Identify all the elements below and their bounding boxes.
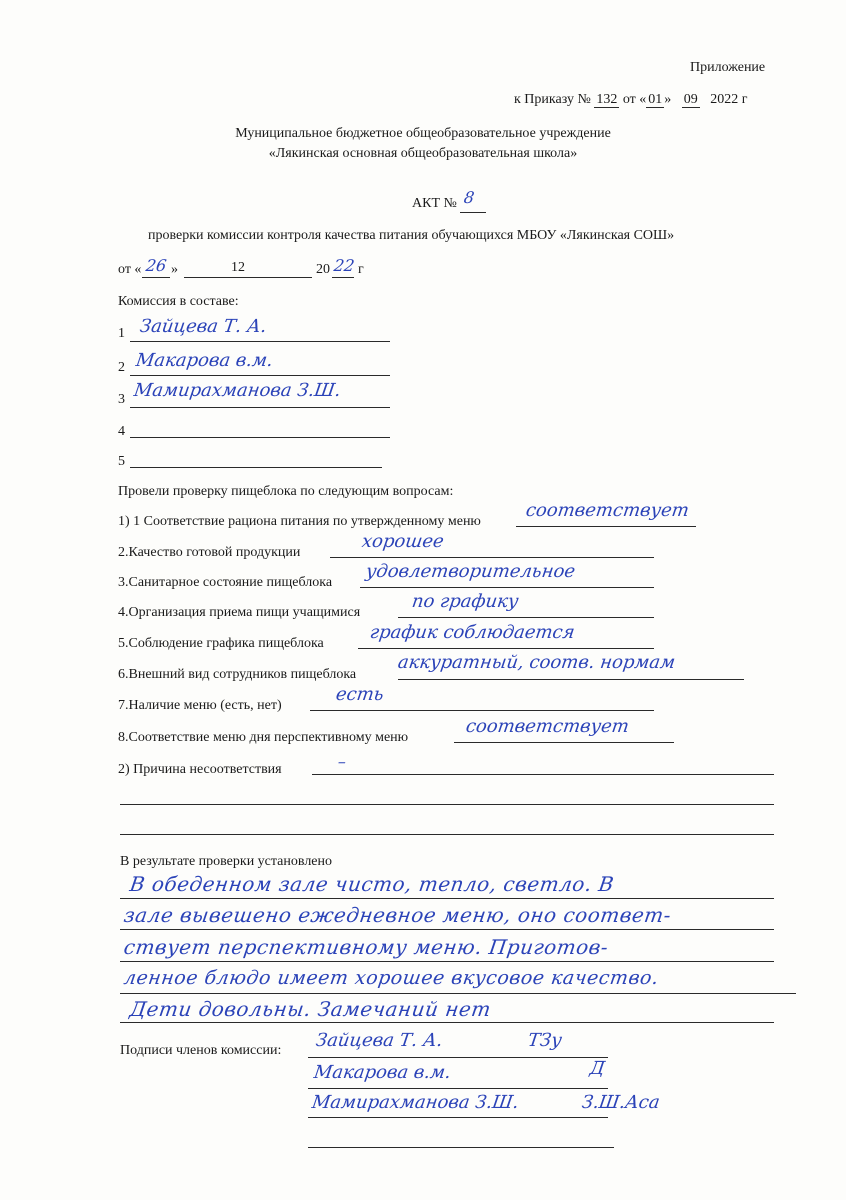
inspection-item-label: 5.Соблюдение графика пищеблока [118, 636, 324, 651]
signature-mark: ТЗу [526, 1030, 564, 1051]
member-number: 4 [118, 424, 125, 439]
inspection-intro: Провели проверку пищеблока по следующим вопросам: [118, 484, 454, 499]
inspection-answer-line [516, 526, 696, 527]
institution-line-2: «Лякинская основная общеобразовательная школа» [268, 146, 578, 161]
inspection-answer: по графику [410, 591, 520, 612]
date-month-line [184, 277, 312, 278]
result-line [120, 929, 774, 930]
signature-mark: З.Ш.Аса [580, 1092, 662, 1113]
inspection-item-label: 7.Наличие меню (есть, нет) [118, 698, 282, 713]
member-number: 1 [118, 326, 125, 341]
inspection-answer-line [360, 587, 654, 588]
result-line [120, 898, 774, 899]
member-number: 2 [118, 360, 125, 375]
signatures-label: Подписи членов комиссии: [120, 1043, 282, 1058]
date-year-prefix: 20 [316, 262, 330, 277]
date-day-close: » [171, 262, 178, 277]
order-prefix: к Приказу № [514, 92, 591, 107]
act-title-prefix: АКТ № [412, 196, 457, 211]
result-text-line: В обеденном зале чисто, тепло, светло. В [128, 872, 616, 896]
signature-mark: Д [588, 1058, 607, 1079]
date-from: от « [118, 262, 142, 277]
order-day: 01 [648, 92, 663, 107]
result-line [120, 993, 796, 994]
inspection-answer: соответствует [524, 500, 691, 521]
order-from: от « [622, 92, 647, 107]
inspection-answer: график соблюдается [368, 622, 577, 643]
signature-line [308, 1088, 608, 1089]
result-text-line: зале вывешено ежедневное меню, оно соответ- [122, 903, 673, 927]
result-text-line: ствует перспективному меню. Приготов- [122, 935, 610, 959]
reason-line [120, 804, 774, 805]
signature-line [308, 1117, 608, 1118]
member-line [130, 375, 390, 376]
date-g: г [358, 262, 364, 277]
reason-label: 2) Причина несоответствия [118, 762, 282, 777]
member-line [130, 341, 390, 342]
order-month: 09 [683, 92, 698, 107]
inspection-item-label: 2.Качество готовой продукции [118, 545, 301, 560]
date-day: 26 [144, 256, 168, 275]
inspection-answer: соответствует [464, 716, 631, 737]
member-number: 5 [118, 454, 125, 469]
date-year-suffix: 22 [332, 256, 356, 275]
inspection-answer-line [358, 648, 654, 649]
commission-label: Комиссия в составе: [118, 294, 239, 309]
signature-name: Макарова в.м. [312, 1062, 453, 1083]
inspection-answer: есть [334, 684, 386, 705]
date-year-line [332, 277, 354, 278]
inspection-answer-line [454, 742, 674, 743]
institution-line-1: Муниципальное бюджетное общеобразовательное учреждение [235, 126, 611, 141]
signature-name: Мамирахманова З.Ш. [310, 1092, 521, 1113]
member-line [130, 407, 390, 408]
inspection-answer-line [330, 557, 654, 558]
order-number: 132 [596, 92, 618, 107]
inspection-item-label: 8.Соответствие меню дня перспективному меню [118, 730, 409, 745]
result-text-line: Дети довольны. Замечаний нет [128, 997, 493, 1021]
order-day-close: » [664, 92, 672, 107]
act-title [412, 188, 486, 213]
member-number: 3 [118, 392, 125, 407]
order-year: 2022 г [710, 92, 748, 107]
appendix-label: Приложение [690, 60, 766, 75]
reason-value: – [336, 752, 348, 771]
act-number-field [460, 188, 486, 213]
order-reference [514, 92, 748, 108]
result-label: В результате проверки установлено [120, 854, 333, 869]
date-month: 12 [231, 260, 245, 275]
result-text-line: ленное блюдо имеет хорошее вкусовое качество. [122, 967, 661, 989]
reason-line [120, 834, 774, 835]
member-line [130, 467, 382, 468]
member-name: Зайцева Т. А. [138, 316, 268, 337]
member-name: Макарова в.м. [134, 350, 275, 371]
signature-line [308, 1057, 608, 1058]
act-number: 8 [463, 188, 476, 207]
act-subtitle: проверки комиссии контроля качества питания обучающихся МБОУ «Лякинская СОШ» [148, 228, 675, 243]
inspection-item-label: 4.Организация приема пищи учащимися [118, 605, 361, 620]
inspection-answer: удовлетворительное [364, 561, 577, 582]
reason-line [312, 774, 774, 775]
inspection-answer: аккуратный, соотв. нормам [396, 652, 677, 673]
inspection-answer-line [310, 710, 654, 711]
member-line [130, 437, 390, 438]
result-line [120, 1022, 774, 1023]
inspection-item-label: 1) 1 Соответствие рациона питания по утвержденному меню [118, 514, 481, 529]
signature-line [308, 1147, 614, 1148]
inspection-item-label: 3.Санитарное состояние пищеблока [118, 575, 333, 590]
result-line [120, 961, 774, 962]
signature-name: Зайцева Т. А. [314, 1030, 444, 1051]
inspection-answer: хорошее [360, 531, 446, 552]
inspection-answer-line [398, 617, 654, 618]
inspection-answer-line [398, 679, 744, 680]
date-day-line [142, 277, 170, 278]
member-name: Мамирахманова З.Ш. [132, 380, 343, 401]
inspection-item-label: 6.Внешний вид сотрудников пищеблока [118, 667, 357, 682]
